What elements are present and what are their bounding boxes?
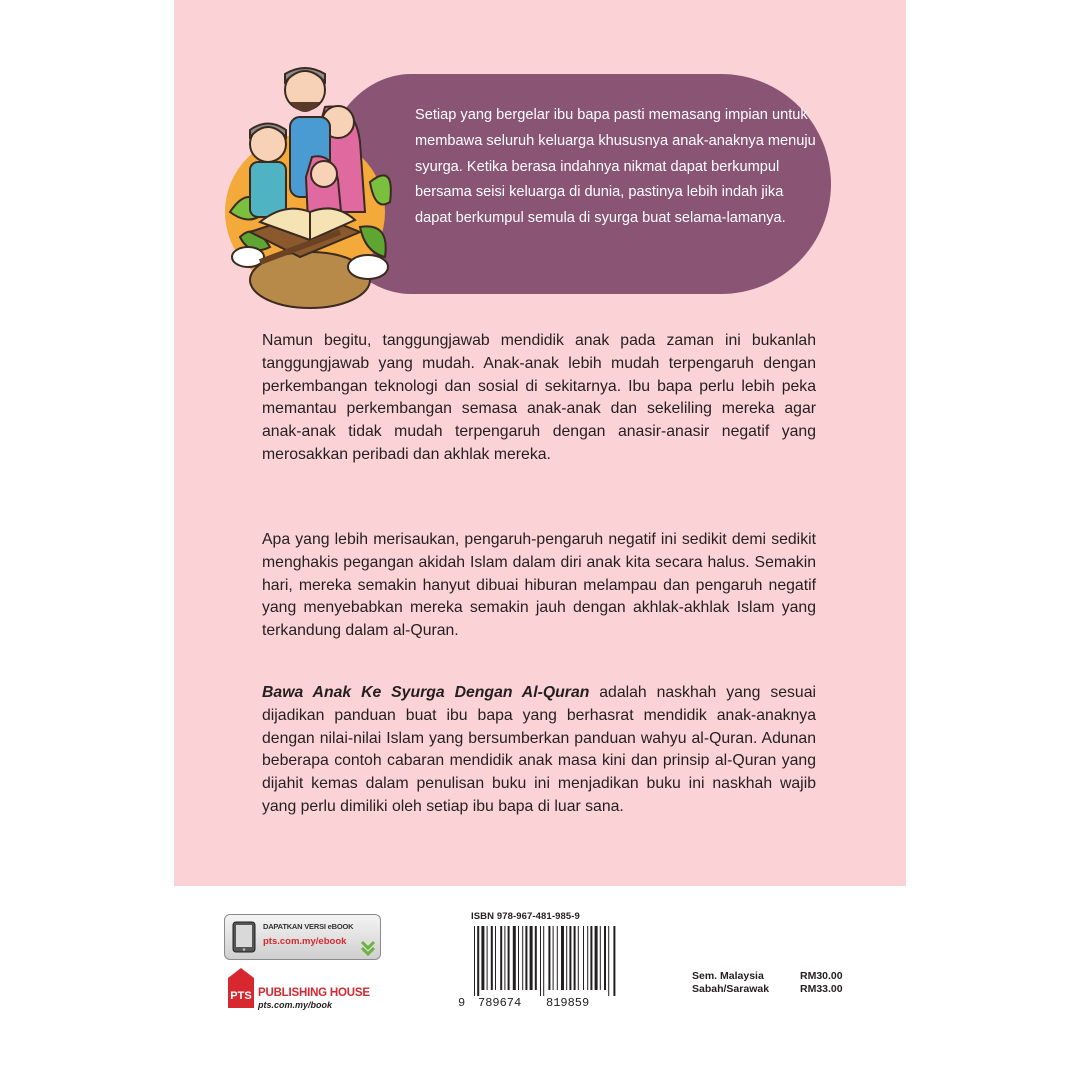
barcode-bar <box>540 926 541 996</box>
barcode-bar <box>561 926 564 990</box>
barcode-bar <box>504 926 505 990</box>
price-row <box>692 983 843 996</box>
barcode-bar <box>578 926 579 990</box>
ebook-label: DAPATKAN VERSI eBOOK <box>263 922 354 931</box>
barcode-bar <box>608 926 609 996</box>
barcode-first-digit: 9 <box>458 996 466 1010</box>
book-summary-text: adalah naskhah yang sesuai dijadikan panduan buat ibu bapa yang berhasrat mendidik anak-anaknya dengan nilai-nilai Islam yang bersumberkan panduan wahyu al-Quran. Adunan beberapa contoh cabaran mendidik anak masa kini dan prinsip al-Quran yang dijahit kemas dalam penulisan buku ini menjadikan buku ini naskhah wajib yang perlu dimiliki oleh setiap ibu bapa di luar sana. <box>262 684 816 815</box>
barcode-bar <box>500 926 502 990</box>
publisher-name: PUBLISHING HOUSE <box>258 987 370 999</box>
isbn-barcode <box>472 926 616 996</box>
paragraph-book-summary <box>262 682 816 819</box>
barcode-bar <box>491 926 493 990</box>
barcode-bar <box>481 926 484 990</box>
pts-logo-text: PTS <box>230 990 252 1002</box>
barcode-bar <box>522 926 523 990</box>
barcode-bar <box>574 926 576 990</box>
book-title: Bawa Anak Ke Syurga Dengan Al-Quran <box>262 684 590 701</box>
paragraph-concerns: Apa yang lebih merisaukan, pengaruh-pengaruh negatif ini sedikit demi sedikit menghakis pegangan akidah Islam dalam diri anak kita secara halus. Semakin hari, mereka semakin hanyut dibuai hiburan melampau dan pengaruh negatif yang menyebabkan mereka semakin jauh dengan akhlak-akhlak Islam yang terkandung dalam al-Quran. <box>262 531 816 640</box>
price-table <box>692 970 843 996</box>
barcode-bar <box>595 926 598 990</box>
isbn-label: ISBN 978-967-481-985-9 <box>471 911 580 922</box>
barcode-bar <box>543 926 544 996</box>
barcode-bar <box>530 926 533 990</box>
family-quran-illustration <box>220 62 400 312</box>
barcode-bar <box>569 926 571 990</box>
publisher-url[interactable]: pts.com.my/book <box>258 1000 333 1010</box>
barcode-bar <box>525 926 527 990</box>
tablet-icon <box>231 921 257 953</box>
barcode-bar <box>508 926 510 990</box>
barcode-bar <box>474 926 475 996</box>
barcode-bar <box>487 926 488 990</box>
barcode-bar <box>518 926 519 990</box>
intro-text: Setiap yang bergelar ibu bapa pasti memasang impian untuk membawa seluruh keluarga khususnya anak-anaknya menuju syurga. Ketika berasa indahnya nikmat dapat berkumpul bersama seisi keluarga di dunia, pastinya lebih indah jika dapat berkumpul semula di syurga buat selama-lamanya. <box>415 107 816 227</box>
price-region: Sabah/Sarawak <box>692 983 770 995</box>
price-value: RM33.00 <box>800 983 843 995</box>
barcode-bar <box>566 926 567 990</box>
barcode-bar <box>513 926 516 990</box>
pts-logo-icon <box>226 966 256 1010</box>
price-value: RM30.00 <box>800 970 843 982</box>
barcode-bar <box>600 926 601 990</box>
download-arrow-icon <box>359 939 377 957</box>
paragraph-challenges: Namun begitu, tanggungjawab mendidik anak pada zaman ini bukanlah tanggungjawab yang mudah. Anak-anak lebih mudah terpengaruh dengan perkembangan teknologi dan sosial di sekitarnya. Ibu bapa perlu lebih peka memantau perkembangan semasa anak-anak dan sekeliling mereka agar anak-anak tidak mudah terpengaruh dengan anasir-anasir negatif yang merosakkan peribadi dan akhlak mereka. <box>262 332 816 463</box>
barcode-bar <box>477 926 479 996</box>
barcode-bar <box>535 926 537 990</box>
ebook-url[interactable]: pts.com.my/ebook <box>263 936 347 947</box>
barcode-bar <box>604 926 606 990</box>
barcode-bar <box>590 926 592 990</box>
price-row <box>692 970 843 983</box>
barcode-bar <box>557 926 558 990</box>
barcode-bar <box>613 926 615 996</box>
barcode-left-group: 789674 <box>478 996 522 1010</box>
barcode-bar <box>583 926 584 990</box>
ebook-badge[interactable] <box>224 914 381 960</box>
price-region: Sem. Malaysia <box>692 970 764 982</box>
barcode-bar <box>548 926 550 990</box>
barcode-bar <box>587 926 588 990</box>
barcode-bar <box>553 926 554 990</box>
barcode-right-group: 819859 <box>546 996 590 1010</box>
barcode-bar <box>495 926 496 990</box>
